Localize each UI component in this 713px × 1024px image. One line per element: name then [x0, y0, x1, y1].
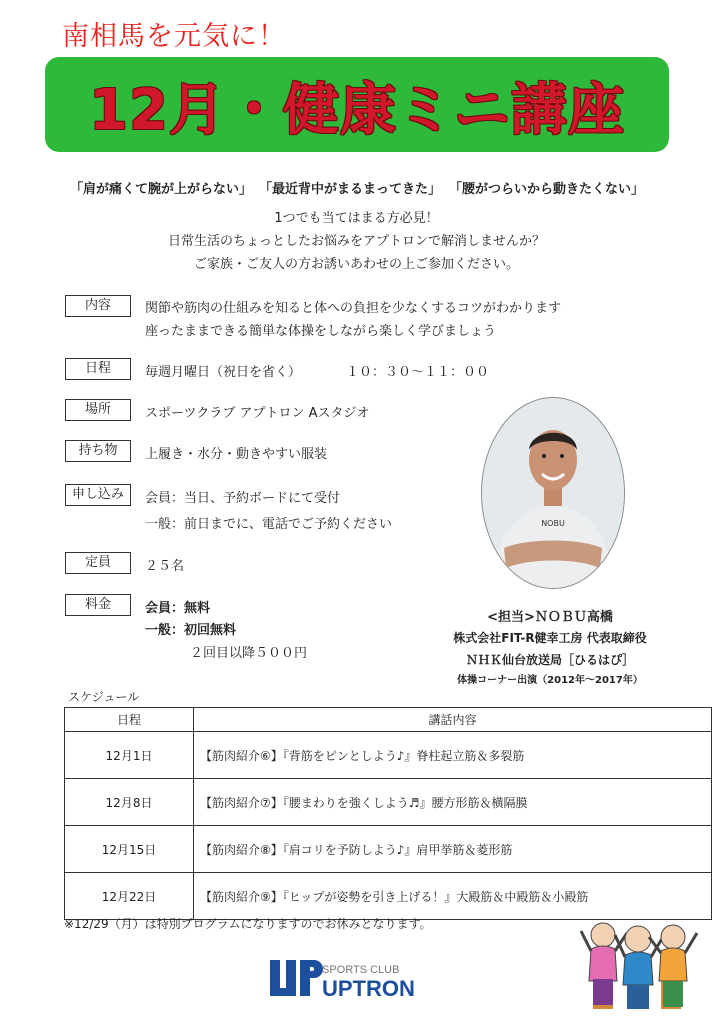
- fee-line-1: 会員：無料: [145, 601, 211, 616]
- instructor-broadcast: ＮＨＫ仙台放送局［ひるはぴ］: [465, 653, 635, 667]
- schedule-table: [64, 707, 712, 920]
- label-content: 内容: [65, 295, 131, 317]
- quote-shoulder: 「肩が痛くて腕が上がらない」: [70, 182, 253, 197]
- schedule-caption: スケジュール: [68, 690, 140, 704]
- instructor-photo: [481, 397, 625, 589]
- table-row: [65, 873, 712, 920]
- table-row: [65, 826, 712, 873]
- subtitle: 南相馬を元気に！: [62, 21, 286, 52]
- row-topic: 【筋肉紹介⑨】『ヒップが姿勢を引き上げる！』大殿筋＆中殿筋＆小殿筋: [194, 873, 712, 920]
- label-fee: 料金: [65, 594, 131, 616]
- row-date: 12月15日: [65, 826, 194, 873]
- page-title: 12月・健康ミニ講座: [89, 78, 625, 143]
- quote-back: 「最近背中がまるまってきた」: [259, 182, 442, 197]
- svg-text:NOBU: NOBU: [541, 519, 565, 528]
- logo-line-2: UPTRON: [322, 976, 415, 1000]
- label-capacity: 定員: [65, 552, 131, 574]
- label-place: 場所: [65, 399, 131, 421]
- quote-lower-back: 「腰がつらいから動きたくない」: [449, 182, 645, 197]
- application-line-1: 会員：当日、予約ボードにて受付: [145, 491, 341, 506]
- items-value: 上履き・水分・動きやすい服装: [145, 447, 328, 462]
- table-row: [65, 732, 712, 779]
- table-header-row: [65, 708, 712, 732]
- table-header-date: 日程: [65, 708, 194, 732]
- label-schedule: 日程: [65, 358, 131, 380]
- instructor-note: 体操コーナー出演（2012年～2017年）: [457, 675, 643, 686]
- instructor-company: 株式会社FIT-R健幸工房 代表取締役: [453, 631, 647, 645]
- content-line-1: 関節や筋肉の仕組みを知ると体への負担を少なくするコツがわかります: [145, 301, 562, 316]
- row-date: 12月1日: [65, 732, 194, 779]
- exercise-illustration: [575, 915, 705, 1024]
- uptron-logo: [270, 958, 445, 1004]
- intro-line-3: ご家族・ご友人の方お誘いあわせの上ご参加ください。: [193, 257, 519, 272]
- fee-line-3: ２回目以降５００円: [190, 646, 308, 661]
- schedule-time: １０：３０～１１：００: [346, 365, 490, 380]
- capacity-value: ２５名: [145, 559, 185, 574]
- intro-line-1: 1つでも当てはまる方必見！: [274, 211, 439, 226]
- row-topic: 【筋肉紹介⑧】『肩コリを予防しよう♪』肩甲挙筋＆菱形筋: [194, 826, 712, 873]
- label-application: 申し込み: [65, 484, 131, 506]
- row-date: 12月8日: [65, 779, 194, 826]
- table-row: [65, 779, 712, 826]
- label-items: 持ち物: [65, 440, 131, 462]
- fee-line-2: 一般：初回無料: [145, 623, 237, 638]
- instructor-name: <担当>ＮＯＢＵ高橋: [487, 610, 613, 625]
- logo-line-1: SPORTS CLUB: [322, 964, 400, 976]
- content-line-2: 座ったままできる簡単な体操をしながら楽しく学びましょう: [145, 324, 497, 339]
- place-value: スポーツクラブ アプトロン Aスタジオ: [145, 406, 370, 421]
- row-topic: 【筋肉紹介⑦】『腰まわりを強くしよう♬』腰方形筋＆横隔膜: [194, 779, 712, 826]
- intro-line-2: 日常生活のちょっとしたお悩みをアプトロンで解消しませんか？: [167, 234, 545, 249]
- row-date: 12月22日: [65, 873, 194, 920]
- table-header-topic: 講話内容: [194, 708, 712, 732]
- row-topic: 【筋肉紹介⑥】『背筋をピンとしよう♪』脊柱起立筋＆多裂筋: [194, 732, 712, 779]
- application-line-2: 一般：前日までに、電話でご予約ください: [145, 517, 393, 532]
- footnote: ※12/29（月）は特別プログラムになりますのでお休みとなります。: [64, 917, 432, 931]
- schedule-value: 毎週月曜日（祝日を省く）: [145, 365, 302, 380]
